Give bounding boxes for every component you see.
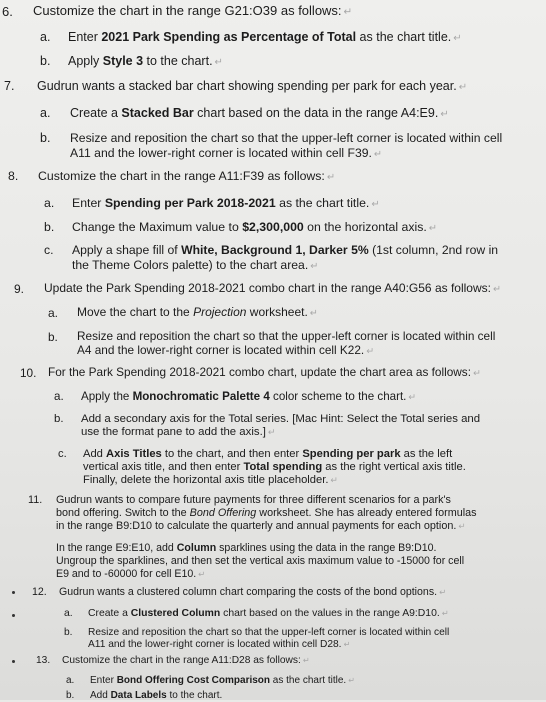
substep-text: A4 and the lower-right corner is located within cell K22. ↵ bbox=[77, 343, 375, 357]
substep-text: Apply a shape fill of White, Background 1, Darker 5% (1st column, 2nd row in bbox=[72, 243, 499, 257]
step-text: Gudrun wants a stacked bar chart showing spending per park for each year. ↵ bbox=[37, 79, 468, 93]
substep-text: Apply Style 3 to the chart. ↵ bbox=[68, 54, 223, 68]
substep-text: Enter Bond Offering Cost Comparison as the chart title. ↵ bbox=[90, 675, 355, 686]
substep-text: Create a Clustered Column chart based on the values in the range A9:D10. ↵ bbox=[88, 608, 449, 619]
step-text: Gudrun wants to compare future payments for three different scenarios for a park's bbox=[56, 494, 451, 506]
substep-label: c. bbox=[58, 448, 67, 460]
substep-text: Enter Spending per Park 2018-2021 as the chart title. ↵ bbox=[72, 196, 380, 210]
substep-label: a. bbox=[40, 106, 51, 120]
substep-text: Add a secondary axis for the Total series. [Mac Hint: Select the Total series and bbox=[81, 413, 481, 425]
substep-label: a. bbox=[40, 30, 51, 44]
step-number: 7. bbox=[4, 79, 15, 93]
substep-label: a. bbox=[54, 390, 64, 403]
step-text: Update the Park Spending 2018-2021 combo chart in the range A40:G56 as follows: ↵ bbox=[44, 281, 502, 295]
substep-text: Apply the Monochromatic Palette 4 color scheme to the chart. ↵ bbox=[81, 390, 417, 403]
substep-text: vertical axis title, and then enter Total spending as the right vertical axis title. bbox=[83, 461, 466, 473]
margin-bullet bbox=[12, 660, 15, 663]
step-text: bond offering. Switch to the Bond Offering worksheet. She has already entered formulas bbox=[56, 507, 477, 519]
substep-text: use the format pane to add the axis.] ↵ bbox=[81, 426, 276, 438]
substep-text: Create a Stacked Bar chart based on the data in the range A4:E9. ↵ bbox=[70, 106, 449, 120]
step-text: in the range B9:D10 to calculate the quarterly and annual payments for each option. ↵ bbox=[56, 520, 466, 532]
substep-text: Finally, delete the horizontal axis title placeholder. ↵ bbox=[83, 474, 338, 486]
step-text: For the Park Spending 2018-2021 combo chart, update the chart area as follows: ↵ bbox=[48, 365, 481, 379]
substep-label: b. bbox=[64, 627, 73, 638]
substep-text: A11 and the lower-right corner is located within cell D28. ↵ bbox=[88, 639, 351, 650]
substep-label: c. bbox=[44, 243, 54, 257]
step-number: 12. bbox=[32, 586, 47, 598]
substep-label: a. bbox=[44, 196, 55, 210]
step-number: 13. bbox=[36, 655, 51, 666]
step-text: E9 and to -60000 for cell E10. ↵ bbox=[56, 568, 206, 580]
step-text: Gudrun wants a clustered column chart comparing the costs of the bond options. ↵ bbox=[59, 586, 447, 598]
substep-text: Resize and reposition the chart so that the upper-left corner is located within cell bbox=[88, 627, 450, 638]
step-text: Customize the chart in the range A11:F39 as follows: ↵ bbox=[38, 169, 336, 183]
step-number: 9. bbox=[14, 282, 25, 296]
substep-text: A11 and the lower-right corner is located within cell F39. ↵ bbox=[70, 146, 383, 160]
substep-text: Resize and reposition the chart so that the upper-left corner is located within cell bbox=[70, 131, 503, 145]
substep-label: b. bbox=[66, 690, 75, 701]
step-text: Customize the chart in the range G21:O39 as follows: ↵ bbox=[33, 3, 353, 18]
substep-text: the Theme Colors palette) to the chart area. ↵ bbox=[72, 258, 319, 272]
substep-text: Move the chart to the Projection worksheet. ↵ bbox=[77, 305, 318, 319]
substep-text: Change the Maximum value to $2,300,000 on the horizontal axis. ↵ bbox=[72, 220, 438, 234]
substep-text: Enter 2021 Park Spending as Percentage of Total as the chart title. ↵ bbox=[68, 30, 462, 44]
substep-label: b. bbox=[40, 131, 51, 145]
step-text: Ungroup the sparklines, and then set the vertical axis maximum value to -15000 for cell bbox=[56, 555, 465, 567]
substep-text: Add Axis Titles to the chart, and then enter Spending per park as the left bbox=[83, 448, 453, 460]
step-text: Customize the chart in the range A11:D28 as follows: ↵ bbox=[62, 655, 310, 666]
step-number: 6. bbox=[2, 4, 13, 19]
substep-label: a. bbox=[64, 608, 73, 619]
substep-label: a. bbox=[66, 675, 75, 686]
step-number: 8. bbox=[8, 169, 19, 183]
substep-label: b. bbox=[40, 54, 51, 68]
substep-text: Add Data Labels to the chart. bbox=[90, 690, 223, 701]
margin-bullet bbox=[12, 614, 15, 617]
step-number: 10. bbox=[20, 366, 37, 380]
margin-bullet bbox=[12, 591, 15, 594]
step-text: In the range E9:E10, add Column sparklines using the data in the range B9:D10. bbox=[56, 542, 437, 554]
substep-label: a. bbox=[48, 306, 59, 320]
substep-label: b. bbox=[48, 330, 58, 344]
substep-label: b. bbox=[54, 413, 64, 425]
substep-label: b. bbox=[44, 220, 55, 234]
substep-text: Resize and reposition the chart so that the upper-left corner is located within cell bbox=[77, 329, 496, 343]
step-number: 11. bbox=[28, 494, 43, 506]
